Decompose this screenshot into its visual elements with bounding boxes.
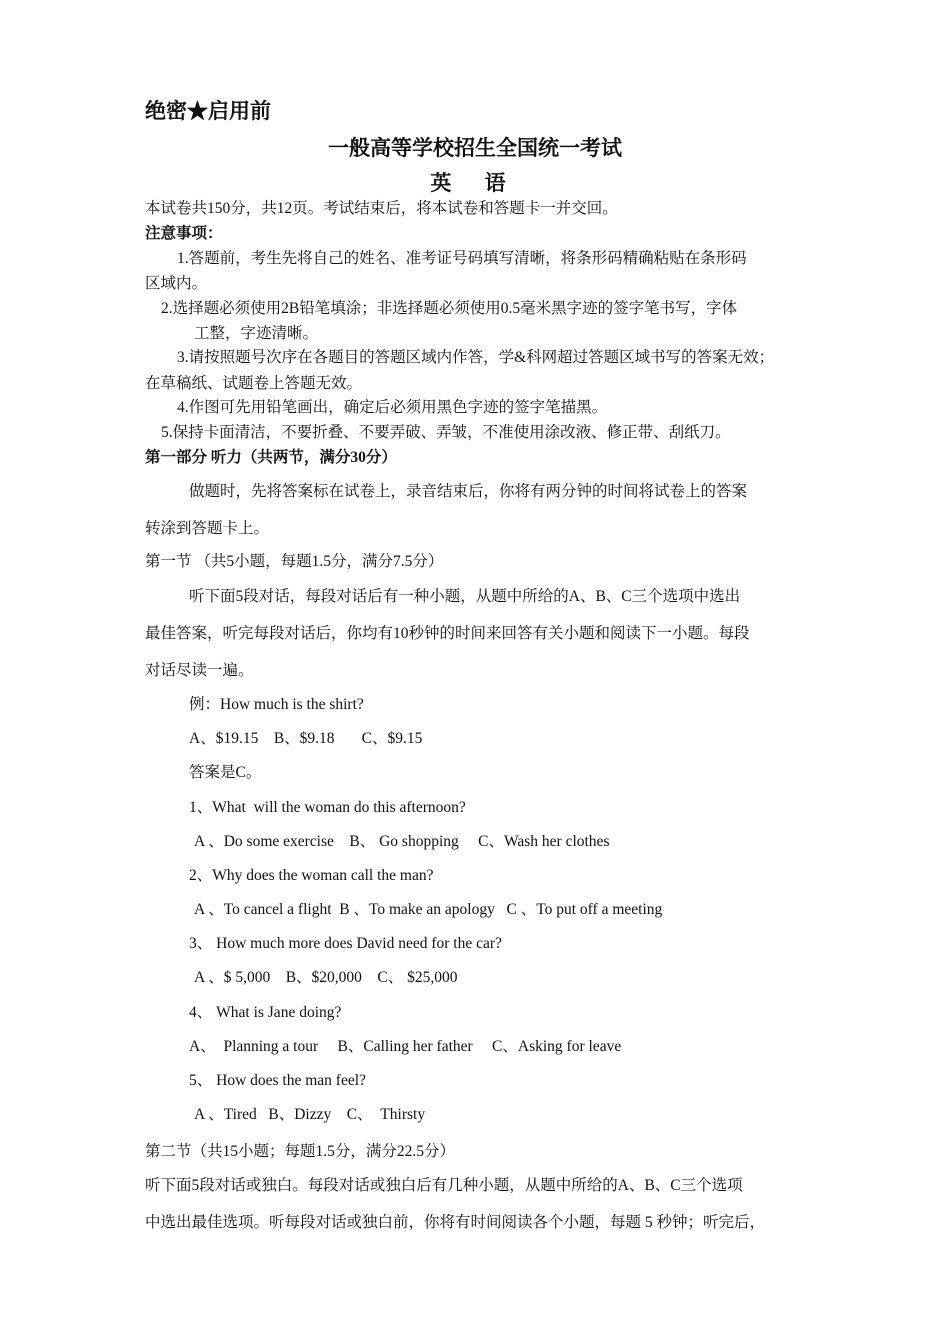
part-1-instruction-line-1: 做题时，先将答案标在试卷上，录音结束后，你将有两分钟的时间将试卷上的答案 <box>189 483 748 500</box>
question-2: 2、Why does the woman call the man? <box>189 867 434 884</box>
part-1-instruction-line-2: 转涂到答题卡上。 <box>145 520 270 537</box>
notes-heading: 注意事项： <box>145 225 223 242</box>
subject-title: 英 语 <box>430 171 520 195</box>
note-4: 4.作图可先用铅笔画出，确定后必须用黑色字迹的签字笔描黑。 <box>177 399 608 416</box>
note-1-line-2: 区域内。 <box>145 275 208 292</box>
example-question: 例：How much is the shirt? <box>189 696 364 713</box>
section-2-instruction-line-2: 中选出最佳选项。听每段对话或独白前，你将有时间阅读各个小题，每题 5 秒钟；听完后， <box>145 1214 766 1231</box>
note-2-line-2: 工整，字迹清晰。 <box>194 325 319 342</box>
question-2-options: A 、To cancel a flight B 、To make an apology C 、To put off a meeting <box>194 901 663 918</box>
question-1-options: A 、Do some exercise B、 Go shopping C、Wash her clothes <box>194 833 610 850</box>
section-1-heading: 第一节 （共5小题，每题1.5分，满分7.5分） <box>145 553 444 570</box>
example-answer: 答案是C。 <box>189 764 262 781</box>
question-5: 5、 How does the man feel? <box>189 1072 366 1089</box>
section-1-instruction-line-2: 最佳答案，听完每段对话后，你均有10秒钟的时间来回答有关小题和阅读下一小题。每段 <box>145 625 750 642</box>
section-2-instruction-line-1: 听下面5段对话或独白。每段对话或独白后有几种小题，从题中所给的A、B、C三个选项 <box>145 1177 743 1194</box>
note-5: 5.保持卡面清洁，不要折叠、不要弄破、弄皱，不准使用涂改液、修正带、刮纸刀。 <box>161 424 731 441</box>
confidential-label: 绝密★启用前 <box>145 99 271 123</box>
exam-title: 一般高等学校招生全国统一考试 <box>328 136 622 160</box>
question-5-options: A 、Tired B、Dizzy C、 Thirsty <box>194 1106 426 1123</box>
note-3-line-1: 3.请按照题号次序在各题目的答题区域内作答，学&科网超过答题区域书写的答案无效； <box>177 349 775 366</box>
note-1-line-1: 1.答题前，考生先将自己的姓名、准考证号码填写清晰，将条形码精确粘贴在条形码 <box>177 250 747 267</box>
question-4: 4、 What is Jane doing? <box>189 1004 342 1021</box>
question-3: 3、 How much more does David need for the car? <box>189 935 502 952</box>
note-2-line-1: 2.选择题必须使用2B铅笔填涂；非选择题必须使用0.5毫米黑字迹的签字笔书写，字体 <box>161 300 738 317</box>
section-2-heading: 第二节（共15小题；每题1.5分，满分22.5分） <box>145 1143 456 1160</box>
section-1-instruction-line-3: 对话尽读一遍。 <box>145 662 254 679</box>
exam-intro: 本试卷共150分，共12页。考试结束后，将本试卷和答题卡一并交回。 <box>145 200 618 217</box>
question-1: 1、What will the woman do this afternoon? <box>189 799 466 816</box>
part-1-heading: 第一部分 听力（共两节，满分30分） <box>145 449 397 466</box>
note-3-line-2: 在草稿纸、试题卷上答题无效。 <box>145 375 363 392</box>
question-4-options: A、 Planning a tour B、Calling her father C、Asking for leave <box>189 1038 622 1055</box>
section-1-instruction-line-1: 听下面5段对话，每段对话后有一种小题，从题中所给的A、B、C三个选项中选出 <box>189 588 741 605</box>
question-3-options: A 、$ 5,000 B、$20,000 C、 $25,000 <box>194 969 458 986</box>
example-options: A、$19.15 B、$9.18 C、$9.15 <box>189 730 423 747</box>
